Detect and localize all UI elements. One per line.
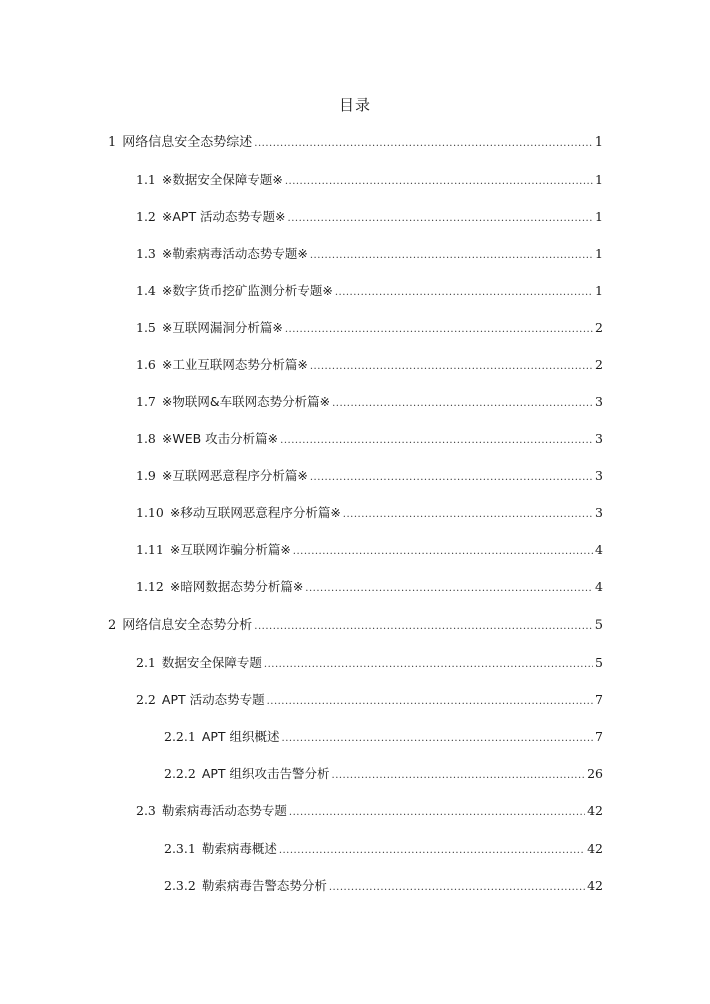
toc-entry-label: ※WEB 攻击分析篇※ bbox=[161, 431, 279, 446]
toc-entry-label: ※互联网漏洞分析篇※ bbox=[161, 320, 283, 335]
toc-entry[interactable] bbox=[136, 282, 603, 300]
toc-entry[interactable] bbox=[136, 578, 603, 596]
dot-leader bbox=[293, 543, 593, 561]
toc-entry[interactable] bbox=[136, 467, 603, 485]
toc-entry-number: 1.1 bbox=[136, 172, 156, 187]
dot-leader bbox=[267, 693, 593, 711]
dot-leader bbox=[332, 767, 586, 785]
toc-entry-number: 1.9 bbox=[136, 468, 156, 483]
dot-leader bbox=[285, 321, 593, 339]
toc-entry-number: 2.2 bbox=[136, 692, 156, 707]
toc-entry-label: 数据安全保障专题 bbox=[161, 655, 262, 670]
toc-entry-page: 1 bbox=[595, 246, 603, 261]
toc-entry-number: 2.3 bbox=[136, 803, 156, 818]
dot-leader bbox=[343, 506, 593, 524]
dot-leader bbox=[279, 842, 585, 860]
toc-entry-number: 2 bbox=[108, 618, 117, 633]
toc-entry-number: 1 bbox=[108, 135, 117, 150]
toc-entry-number: 2.3.1 bbox=[164, 841, 196, 856]
dot-leader bbox=[310, 247, 593, 265]
toc-entry-number: 1.11 bbox=[136, 542, 164, 557]
toc-entry-page: 2 bbox=[595, 320, 603, 335]
toc-entry-label: APT 活动态势专题 bbox=[161, 692, 265, 707]
toc-entry-page: 5 bbox=[595, 655, 603, 670]
toc-entry-page: 1 bbox=[595, 283, 603, 298]
toc-entry[interactable] bbox=[136, 319, 603, 337]
toc-entry-page: 4 bbox=[595, 579, 603, 594]
toc-entry-number: 2.3.2 bbox=[164, 878, 196, 893]
toc-entry-label: ※勒索病毒活动态势专题※ bbox=[161, 246, 308, 261]
dot-leader bbox=[280, 432, 593, 450]
toc-entry[interactable] bbox=[136, 541, 603, 559]
toc-entry-label: ※数字货币挖矿监测分析专题※ bbox=[161, 283, 333, 298]
toc-entry-label: 勒索病毒概述 bbox=[201, 841, 277, 856]
toc-entry[interactable] bbox=[164, 877, 603, 895]
toc-entry-label: ※物联网&车联网态势分析篇※ bbox=[161, 394, 331, 409]
toc-entry-label: ※互联网恶意程序分析篇※ bbox=[161, 468, 308, 483]
toc-entry-label: ※互联网诈骗分析篇※ bbox=[169, 542, 291, 557]
toc-entry-page: 42 bbox=[587, 878, 603, 893]
toc-entry[interactable] bbox=[136, 245, 603, 263]
toc-entry-number: 2.1 bbox=[136, 655, 156, 670]
toc-entry-label: APT 组织攻击告警分析 bbox=[201, 766, 330, 781]
toc-entry-number: 2.2.1 bbox=[164, 729, 196, 744]
toc-entry-page: 3 bbox=[595, 505, 603, 520]
toc-entry[interactable] bbox=[164, 765, 603, 783]
toc-entry[interactable] bbox=[164, 840, 603, 858]
toc-entry-label: ※暗网数据态势分析篇※ bbox=[169, 579, 304, 594]
toc-entry-page: 7 bbox=[595, 692, 603, 707]
page-title: 目录 bbox=[338, 96, 371, 114]
dot-leader bbox=[282, 730, 594, 748]
toc-entry[interactable] bbox=[136, 430, 603, 448]
toc-entry-label: ※数据安全保障专题※ bbox=[161, 172, 283, 187]
toc-entry[interactable] bbox=[108, 134, 603, 152]
toc-entry-number: 1.2 bbox=[136, 209, 156, 224]
dot-leader bbox=[329, 879, 585, 897]
toc-entry-number: 1.6 bbox=[136, 357, 156, 372]
toc-entry-number: 1.4 bbox=[136, 283, 156, 298]
toc-entry-page: 7 bbox=[595, 729, 603, 744]
dot-leader bbox=[305, 580, 593, 598]
toc-entry[interactable] bbox=[136, 171, 603, 189]
dot-leader bbox=[310, 358, 593, 376]
dot-leader bbox=[310, 469, 593, 487]
toc-entry-label: 勒索病毒告警态势分析 bbox=[201, 878, 327, 893]
toc-entry-label: 网络信息安全态势综述 bbox=[122, 135, 253, 150]
toc-entry[interactable] bbox=[136, 654, 603, 672]
toc-entry-number: 2.2.2 bbox=[164, 766, 196, 781]
toc-entry-page: 26 bbox=[587, 766, 603, 781]
toc-entry-number: 1.5 bbox=[136, 320, 156, 335]
toc-entry-label: 勒索病毒活动态势专题 bbox=[161, 803, 287, 818]
toc-entry[interactable] bbox=[136, 356, 603, 374]
toc-entry[interactable] bbox=[136, 208, 603, 226]
toc-entry-page: 3 bbox=[595, 431, 603, 446]
toc-entry-label: ※APT 活动态势专题※ bbox=[161, 209, 286, 224]
toc-entry-page: 3 bbox=[595, 468, 603, 483]
toc-entry-page: 1 bbox=[595, 209, 603, 224]
toc-entry-label: 网络信息安全态势分析 bbox=[122, 618, 253, 633]
toc-entry[interactable] bbox=[136, 691, 603, 709]
toc-entry-page: 1 bbox=[595, 172, 603, 187]
toc-entry-page: 5 bbox=[594, 618, 603, 633]
toc-entry[interactable] bbox=[136, 802, 603, 820]
toc-entry-page: 4 bbox=[595, 542, 603, 557]
toc-entry[interactable] bbox=[136, 504, 603, 522]
toc-entry-number: 1.7 bbox=[136, 394, 156, 409]
toc-entry-number: 1.3 bbox=[136, 246, 156, 261]
dot-leader bbox=[332, 395, 593, 413]
toc-entry-number: 1.10 bbox=[136, 505, 164, 520]
toc-entry[interactable] bbox=[136, 393, 603, 411]
toc-entry-label: ※工业互联网态势分析篇※ bbox=[161, 357, 308, 372]
toc-entry-page: 2 bbox=[595, 357, 603, 372]
dot-leader bbox=[264, 656, 593, 674]
toc-entry-page: 42 bbox=[587, 841, 603, 856]
toc-entry-page: 3 bbox=[595, 394, 603, 409]
dot-leader bbox=[254, 618, 592, 636]
toc-entry[interactable] bbox=[108, 617, 603, 635]
toc-entry-number: 1.12 bbox=[136, 579, 164, 594]
dot-leader bbox=[285, 173, 593, 191]
toc-entry-number: 1.8 bbox=[136, 431, 156, 446]
toc-entry[interactable] bbox=[164, 728, 603, 746]
dot-leader bbox=[289, 804, 585, 822]
toc-entry-label: ※移动互联网恶意程序分析篇※ bbox=[169, 505, 341, 520]
toc-entry-label: APT 组织概述 bbox=[201, 729, 280, 744]
toc-entry-page: 1 bbox=[594, 135, 603, 150]
toc-entry-page: 42 bbox=[587, 803, 603, 818]
dot-leader bbox=[254, 135, 592, 153]
dot-leader bbox=[288, 210, 594, 228]
dot-leader bbox=[335, 284, 593, 302]
